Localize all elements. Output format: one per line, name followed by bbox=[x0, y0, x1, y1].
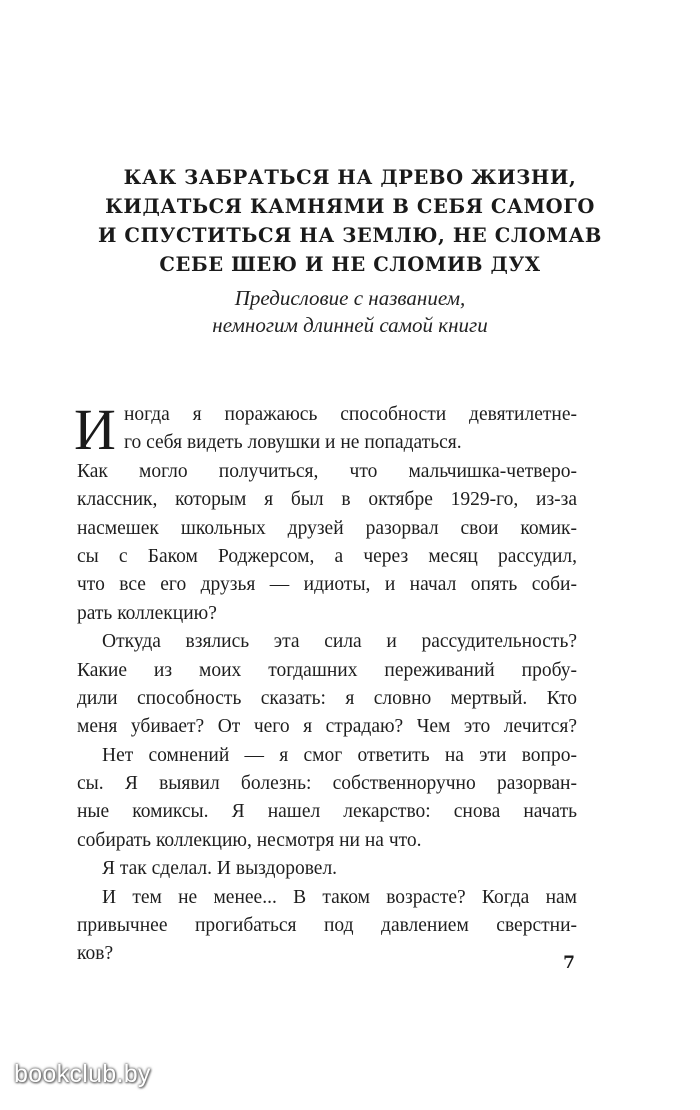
chapter-subtitle bbox=[60, 285, 640, 339]
chapter-title-line: СЕБЕ ШЕЮ И НЕ СЛОМИВ ДУХ bbox=[159, 253, 541, 276]
text-line: ные комиксы. Я нашел лекарство: снова начать bbox=[77, 801, 577, 823]
text-line: ногда я поражаюсь способности девятилетне- bbox=[124, 404, 577, 425]
body-text bbox=[74, 397, 577, 969]
text-line: насмешек школьных друзей разорвал свои комик- bbox=[77, 517, 577, 539]
text-line: меня убивает? От чего я страдаю? Чем это лечится? bbox=[77, 716, 577, 738]
chapter-title-line: И СПУСТИТЬСЯ НА ЗЕМЛЮ, НЕ СЛОМАВ bbox=[97, 224, 603, 247]
text-line: го себя видеть ловушки и не попадаться. bbox=[124, 432, 462, 454]
text-line: Какие из моих тогдашних переживаний пробу- bbox=[77, 659, 577, 681]
text-line: Как могло получиться, что мальчишка-четверо- bbox=[77, 460, 577, 482]
text-line: собирать коллекцию, несмотря ни на что. bbox=[77, 829, 422, 851]
text-line: сы. Я выявил болезнь: собственноручно разорван- bbox=[77, 773, 577, 795]
text-line: что все его друзья — идиоты, и начал опять соби- bbox=[77, 574, 577, 596]
chapter-title bbox=[60, 163, 640, 279]
watermark: bookclub.by bbox=[14, 1060, 151, 1088]
text-line: сы с Баком Роджерсом, а через месяц рассудил, bbox=[77, 545, 577, 567]
text-line: дили способность сказать: я словно мертвый. Кто bbox=[77, 687, 577, 709]
drop-cap: И bbox=[74, 397, 116, 462]
text-line: привычнее прогибаться под давлением сверстни- bbox=[77, 915, 577, 937]
text-line: рать коллекцию? bbox=[77, 602, 217, 624]
page-number: 7 bbox=[563, 953, 575, 973]
subtitle-line: Предисловие с названием, bbox=[234, 286, 466, 310]
text-line: И тем не менее... В таком возрасте? Когда нам bbox=[102, 886, 577, 908]
text-line: Откуда взялись эта сила и рассудительность? bbox=[102, 631, 577, 653]
chapter-title-line: КАК ЗАБРАТЬСЯ НА ДРЕВО ЖИЗНИ, bbox=[123, 166, 577, 189]
text-line: классник, которым я был в октябре 1929-го, из-за bbox=[77, 489, 577, 511]
subtitle-line: немногим длинней самой книги bbox=[212, 313, 488, 337]
text-line: ков? bbox=[77, 943, 114, 965]
text-line: Нет сомнений — я смог ответить на эти вопро- bbox=[102, 744, 577, 766]
text-line: Я так сделал. И выздоровел. bbox=[102, 858, 338, 880]
chapter-title-line: КИДАТЬСЯ КАМНЯМИ В СЕБЯ САМОГО bbox=[105, 195, 595, 218]
